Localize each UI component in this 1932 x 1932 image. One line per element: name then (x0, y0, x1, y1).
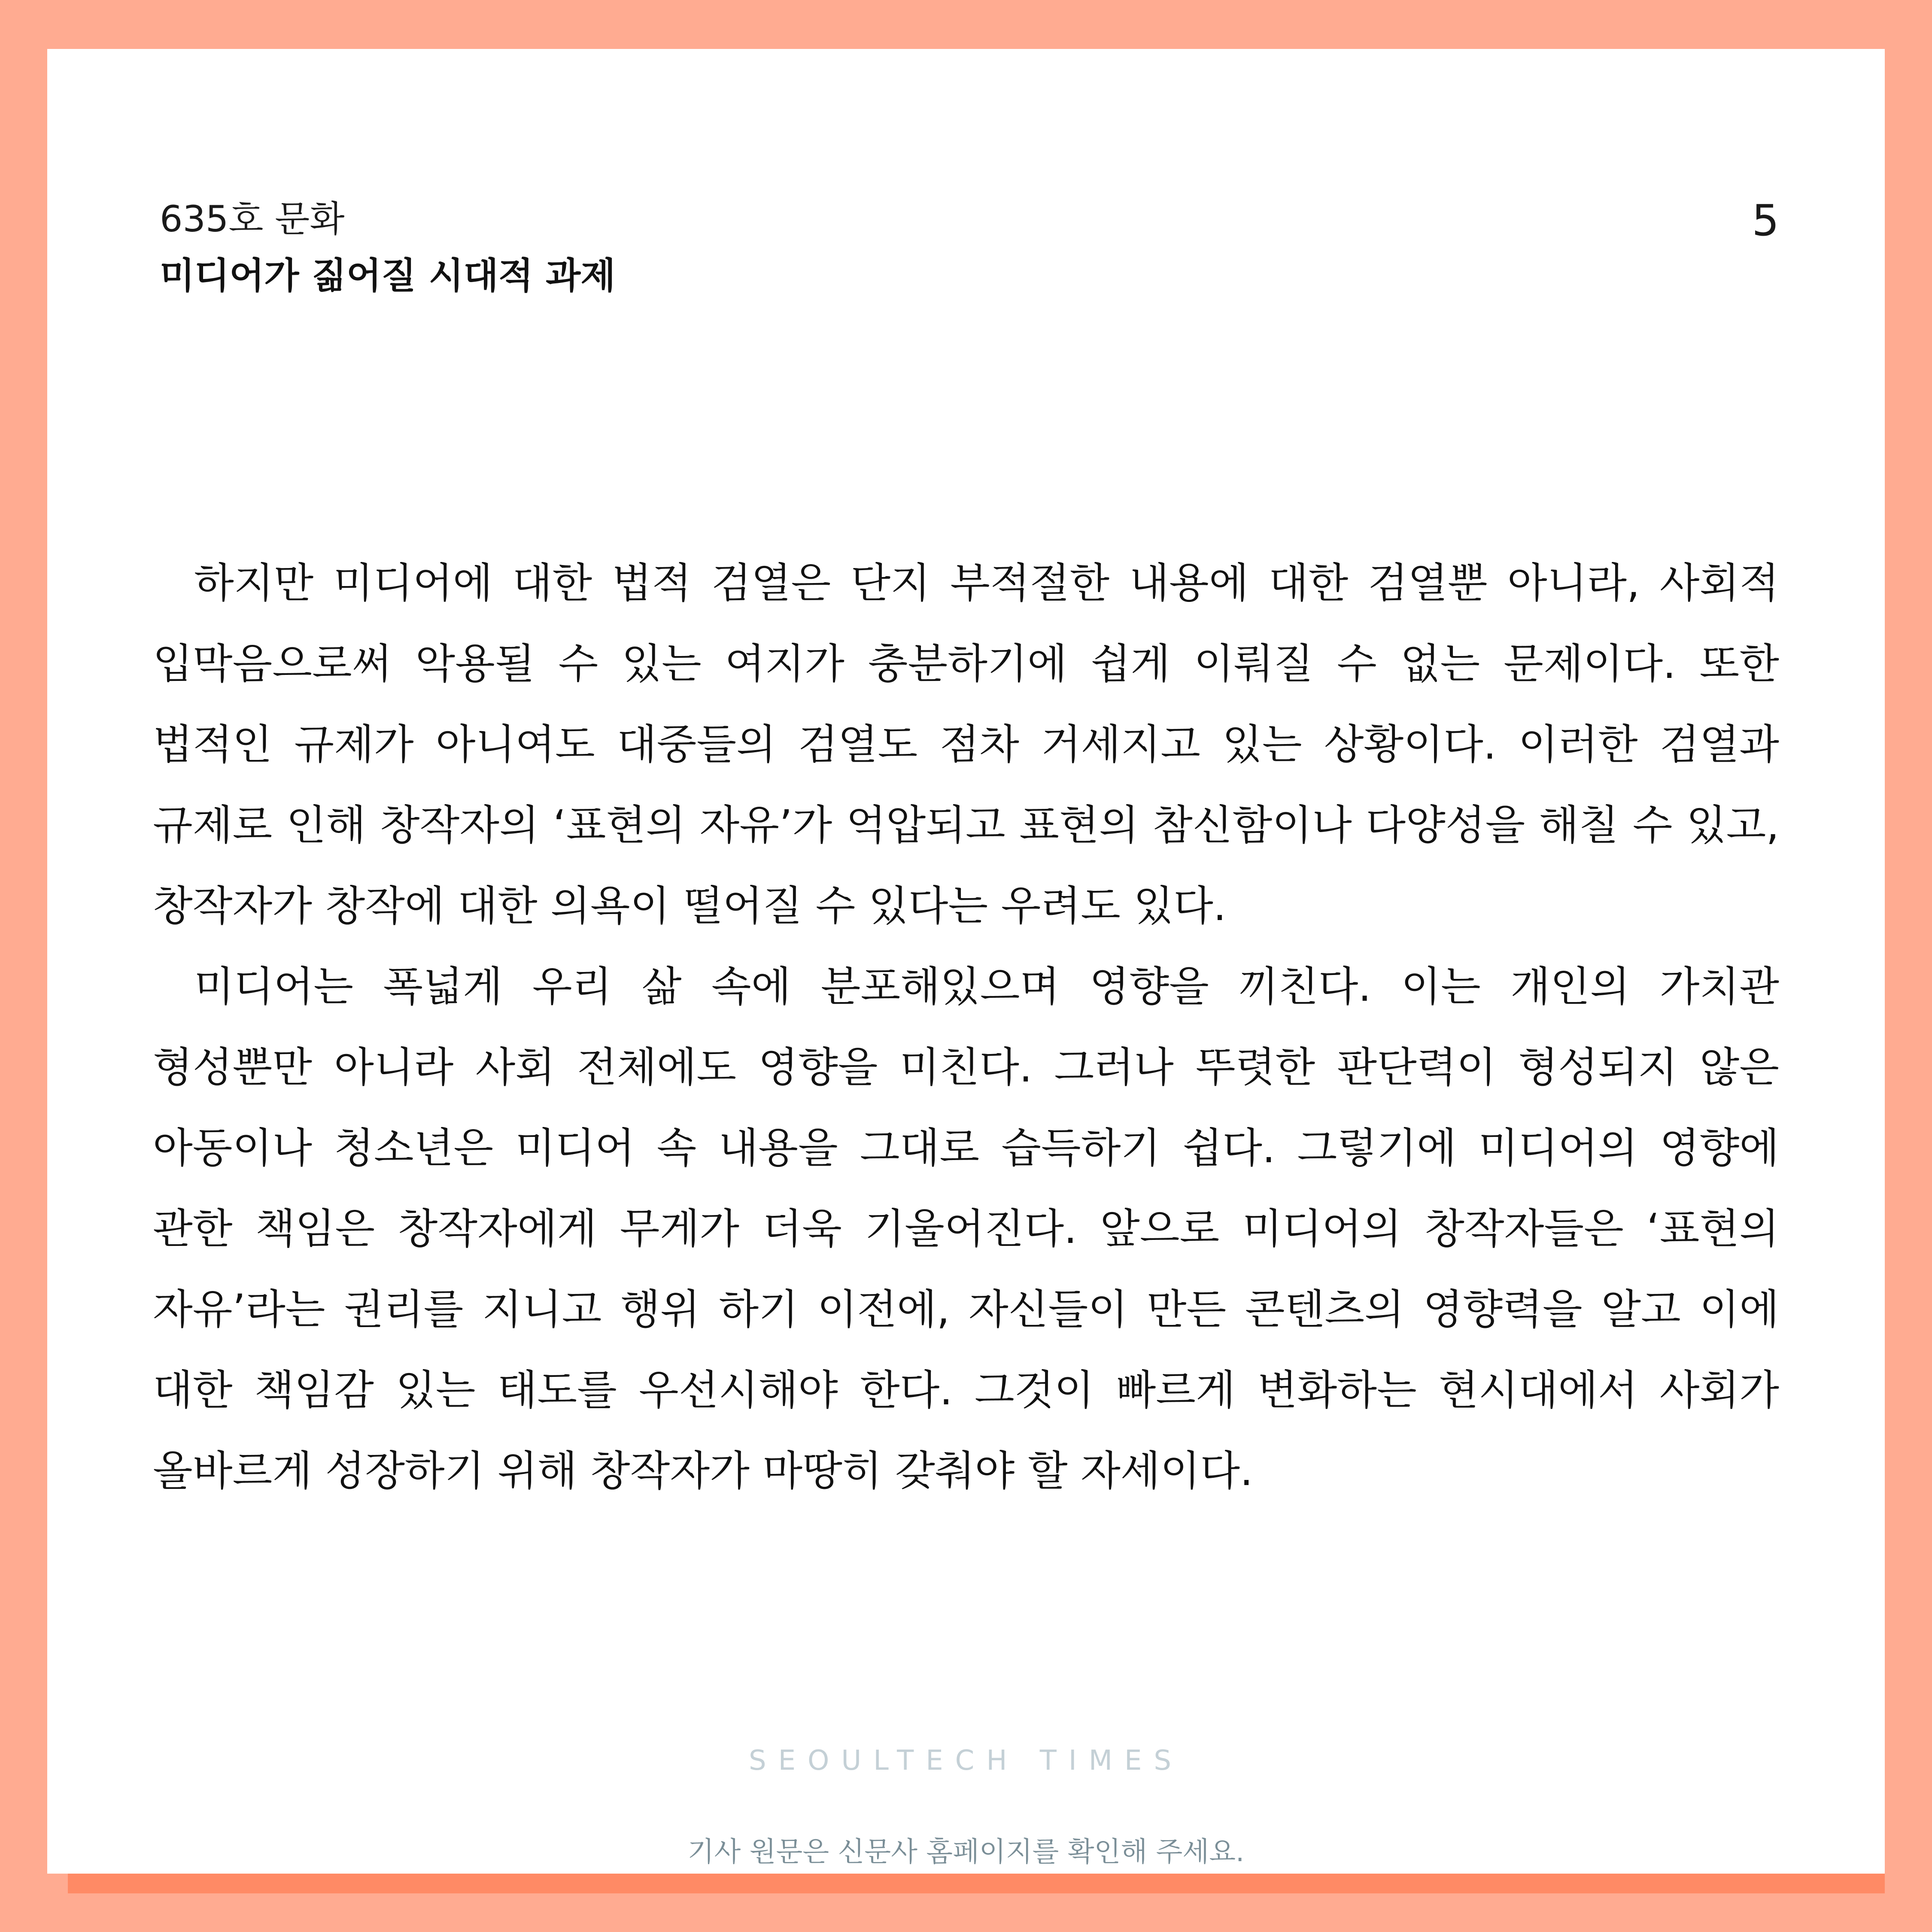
issue-section-label: 635호 문화 (160, 198, 345, 240)
article-body (153, 543, 1779, 1511)
page-number: 5 (1752, 195, 1779, 246)
footer-brand: SEOULTECH TIMES (748, 1745, 1184, 1777)
page-card (47, 49, 1885, 1874)
footer-note: 기사 원문은 신문사 홈페이지를 확인해 주세요. (687, 1836, 1245, 1868)
article-title: 미디어가 짊어질 시대적 과제 (160, 255, 616, 297)
article-paragraph: 하지만 미디어에 대한 법적 검열은 단지 부적절한 내용에 대한 검열뿐 아니라, 사회적 입막음으로써 악용될 수 있는 여지가 충분하기에 쉽게 이뤄질 수 없는 문제이다. 또한 법적인 규제가 아니여도 대중들의 검열도 점차 거세지고 있는 상황이다. 이러한 검열과 규제로 인해 창작자의 ‘표현의 자유’가 억압되고 표현의 참신함이나 다양성을 해칠 수 있고, 창작자가 창작에 대한 의욕이 떨어질 수 있다는 우려도 있다. (153, 559, 1779, 930)
article-paragraph: 미디어는 폭넓게 우리 삶 속에 분포해있으며 영향을 끼친다. 이는 개인의 가치관 형성뿐만 아니라 사회 전체에도 영향을 미친다. 그러나 뚜렷한 판단력이 형성되지 않은 아동이나 청소년은 미디어 속 내용을 그대로 습득하기 쉽다. 그렇기에 미디어의 영향에 관한 책임은 창작자에게 무게가 더욱 기울어진다. 앞으로 미디어의 창작자들은 ‘표현의 자유’라는 권리를 지니고 행위 하기 이전에, 자신들이 만든 콘텐츠의 영향력을 알고 이에 대한 책임감 있는 태도를 우선시해야 한다. 그것이 빠르게 변화하는 현시대에서 사회가 올바르게 성장하기 위해 창작자가 마땅히 갖춰야 할 자세이다. (153, 963, 1779, 1495)
